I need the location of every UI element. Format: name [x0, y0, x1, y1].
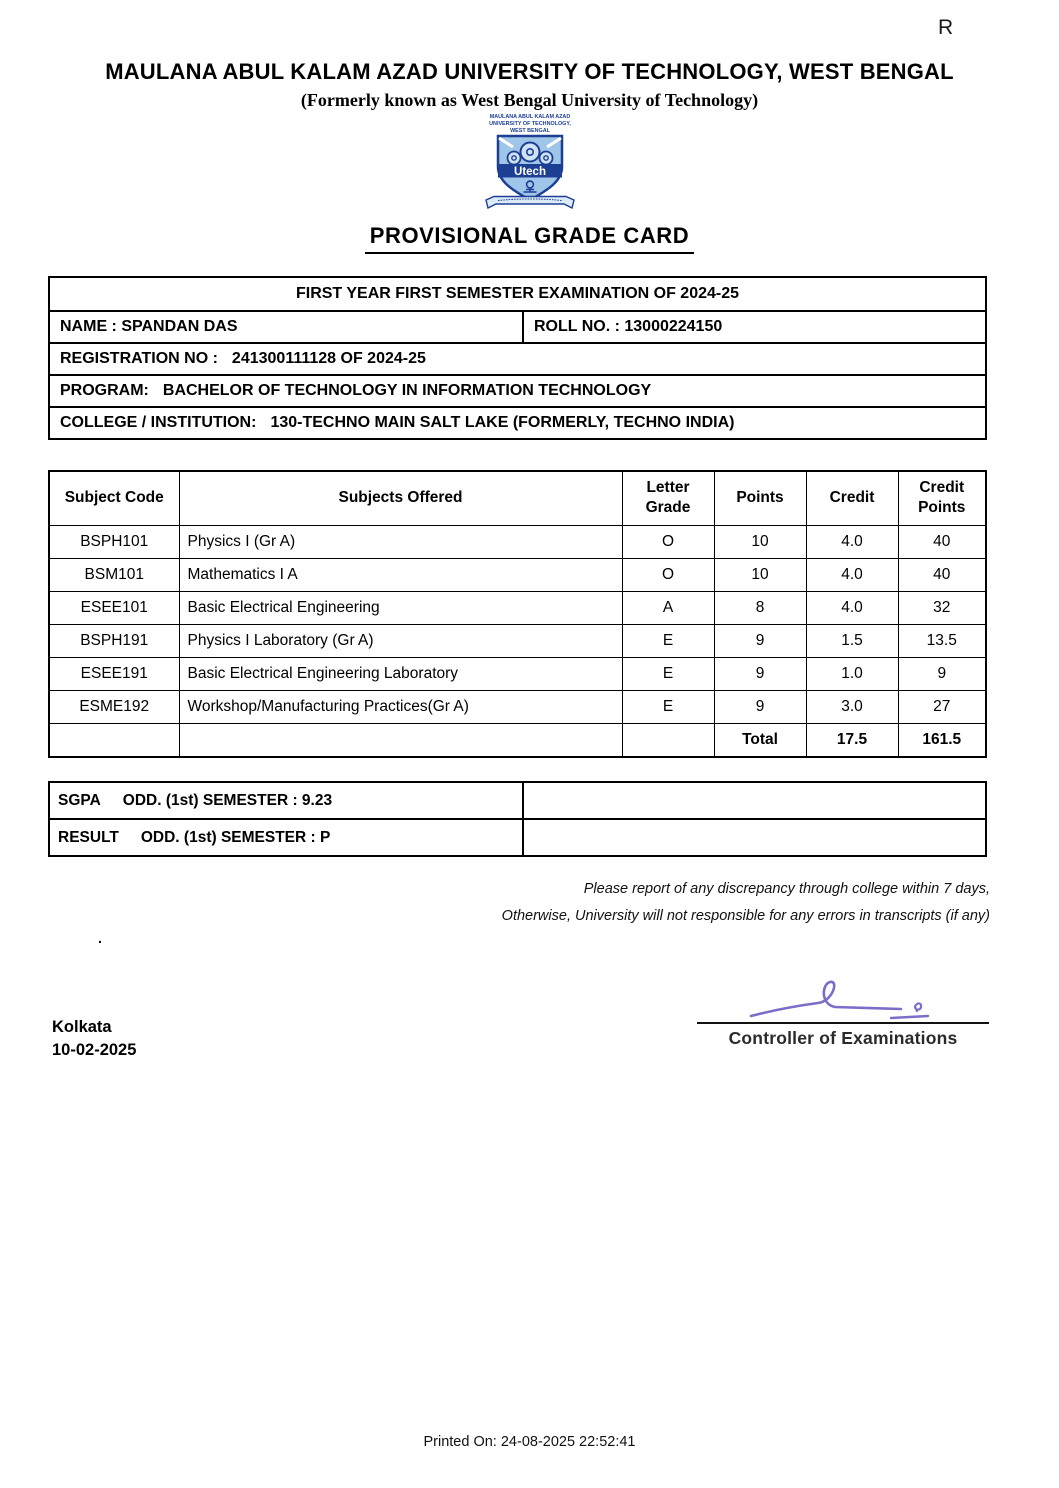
points: 8	[714, 591, 806, 624]
points: 10	[714, 558, 806, 591]
header-credit: Credit	[806, 471, 898, 525]
header-subject-code: Subject Code	[49, 471, 179, 525]
student-info-table	[48, 276, 987, 440]
result-table	[48, 781, 987, 857]
credit: 4.0	[806, 591, 898, 624]
total-row	[49, 723, 986, 757]
university-subtitle: (Formerly known as West Bengal University of Technology)	[300, 90, 759, 110]
svg-text:UNIVERSITY OF TECHNOLOGY,: UNIVERSITY OF TECHNOLOGY,	[488, 121, 571, 127]
grades-header-row	[49, 471, 986, 525]
subject-code: BSPH191	[49, 624, 179, 657]
college-row	[49, 407, 986, 439]
university-logo	[0, 112, 1059, 213]
letter-grade: A	[622, 591, 714, 624]
sgpa-row	[49, 782, 986, 819]
header-credit-points: Credit Points	[898, 471, 986, 525]
signature-icon	[723, 976, 963, 1024]
subject-name: Workshop/Manufacturing Practices(Gr A)	[179, 690, 622, 723]
college-institution: COLLEGE / INSTITUTION: 130-TECHNO MAIN SALT LAKE (FORMERLY, TECHNO INDIA)	[49, 407, 986, 439]
exam-title: FIRST YEAR FIRST SEMESTER EXAMINATION OF 2024-25	[49, 277, 986, 311]
subject-name: Physics I Laboratory (Gr A)	[179, 624, 622, 657]
subject-code: ESME192	[49, 690, 179, 723]
disclaimer-line-1: Please report of any discrepancy through college within 7 days,	[583, 881, 990, 897]
subject-code: ESEE191	[49, 657, 179, 690]
table-row	[49, 624, 986, 657]
subject-name: Basic Electrical Engineering Laboratory	[179, 657, 622, 690]
place: Kolkata	[52, 1018, 112, 1036]
credit-points: 40	[898, 525, 986, 558]
credit: 4.0	[806, 525, 898, 558]
points: 9	[714, 624, 806, 657]
total-label: Total	[714, 723, 806, 757]
svg-text:MAULANA ABUL KALAM AZAD: MAULANA ABUL KALAM AZAD	[489, 114, 570, 120]
signature-label: Controller of Examinations	[728, 1028, 958, 1048]
credit-points: 40	[898, 558, 986, 591]
grades-table	[48, 470, 987, 758]
points: 10	[714, 525, 806, 558]
name-roll-row	[49, 311, 986, 343]
printed-on-timestamp: Printed On: 24-08-2025 22:52:41	[423, 1434, 636, 1450]
signature-block	[697, 976, 989, 1049]
table-row	[49, 558, 986, 591]
sgpa-value: SGPA ODD. (1st) SEMESTER : 9.23	[49, 782, 523, 819]
disclaimer-note	[502, 876, 990, 930]
svg-text:WEST BENGAL: WEST BENGAL	[509, 128, 550, 134]
subject-code: ESEE101	[49, 591, 179, 624]
total-credit-points: 161.5	[898, 723, 986, 757]
registration-row	[49, 343, 986, 375]
credit: 1.5	[806, 624, 898, 657]
program-row	[49, 375, 986, 407]
points: 9	[714, 690, 806, 723]
student-name: NAME : SPANDAN DAS	[49, 311, 523, 343]
table-row	[49, 690, 986, 723]
university-title: MAULANA ABUL KALAM AZAD UNIVERSITY OF TECHNOLOGY, WEST BENGAL	[105, 59, 954, 84]
table-row	[49, 525, 986, 558]
subject-name: Basic Electrical Engineering	[179, 591, 622, 624]
credit: 3.0	[806, 690, 898, 723]
credit: 1.0	[806, 657, 898, 690]
credit-points: 32	[898, 591, 986, 624]
credit-points: 9	[898, 657, 986, 690]
credit-points: 27	[898, 690, 986, 723]
table-row	[49, 591, 986, 624]
subject-code: BSM101	[49, 558, 179, 591]
subject-code: BSPH101	[49, 525, 179, 558]
registration-number: REGISTRATION NO : 241300111128 OF 2024-25	[49, 343, 986, 375]
result-row	[49, 819, 986, 856]
stray-dot: .	[98, 930, 102, 946]
total-credit: 17.5	[806, 723, 898, 757]
corner-marker: R	[938, 16, 954, 39]
subject-name: Mathematics I A	[179, 558, 622, 591]
date: 10-02-2025	[52, 1041, 137, 1059]
header-subjects-offered: Subjects Offered	[179, 471, 622, 525]
points: 9	[714, 657, 806, 690]
svg-text:Utech: Utech	[513, 166, 546, 178]
subject-name: Physics I (Gr A)	[179, 525, 622, 558]
university-logo-icon	[468, 112, 592, 213]
signature-line	[697, 1022, 989, 1024]
letter-grade: E	[622, 657, 714, 690]
exam-title-row	[49, 277, 986, 311]
result-value: RESULT ODD. (1st) SEMESTER : P	[49, 819, 523, 856]
place-and-date	[52, 1016, 136, 1062]
roll-number: ROLL NO. : 13000224150	[523, 311, 986, 343]
document-title: PROVISIONAL GRADE CARD	[0, 223, 1059, 254]
disclaimer-line-2: Otherwise, University will not responsible for any errors in transcripts (if any)	[501, 908, 990, 924]
letter-grade: O	[622, 525, 714, 558]
table-row	[49, 657, 986, 690]
header-letter-grade: Letter Grade	[622, 471, 714, 525]
letter-grade: O	[622, 558, 714, 591]
credit: 4.0	[806, 558, 898, 591]
program: PROGRAM: BACHELOR OF TECHNOLOGY IN INFORMATION TECHNOLOGY	[49, 375, 986, 407]
credit-points: 13.5	[898, 624, 986, 657]
letter-grade: E	[622, 690, 714, 723]
header-points: Points	[714, 471, 806, 525]
letter-grade: E	[622, 624, 714, 657]
